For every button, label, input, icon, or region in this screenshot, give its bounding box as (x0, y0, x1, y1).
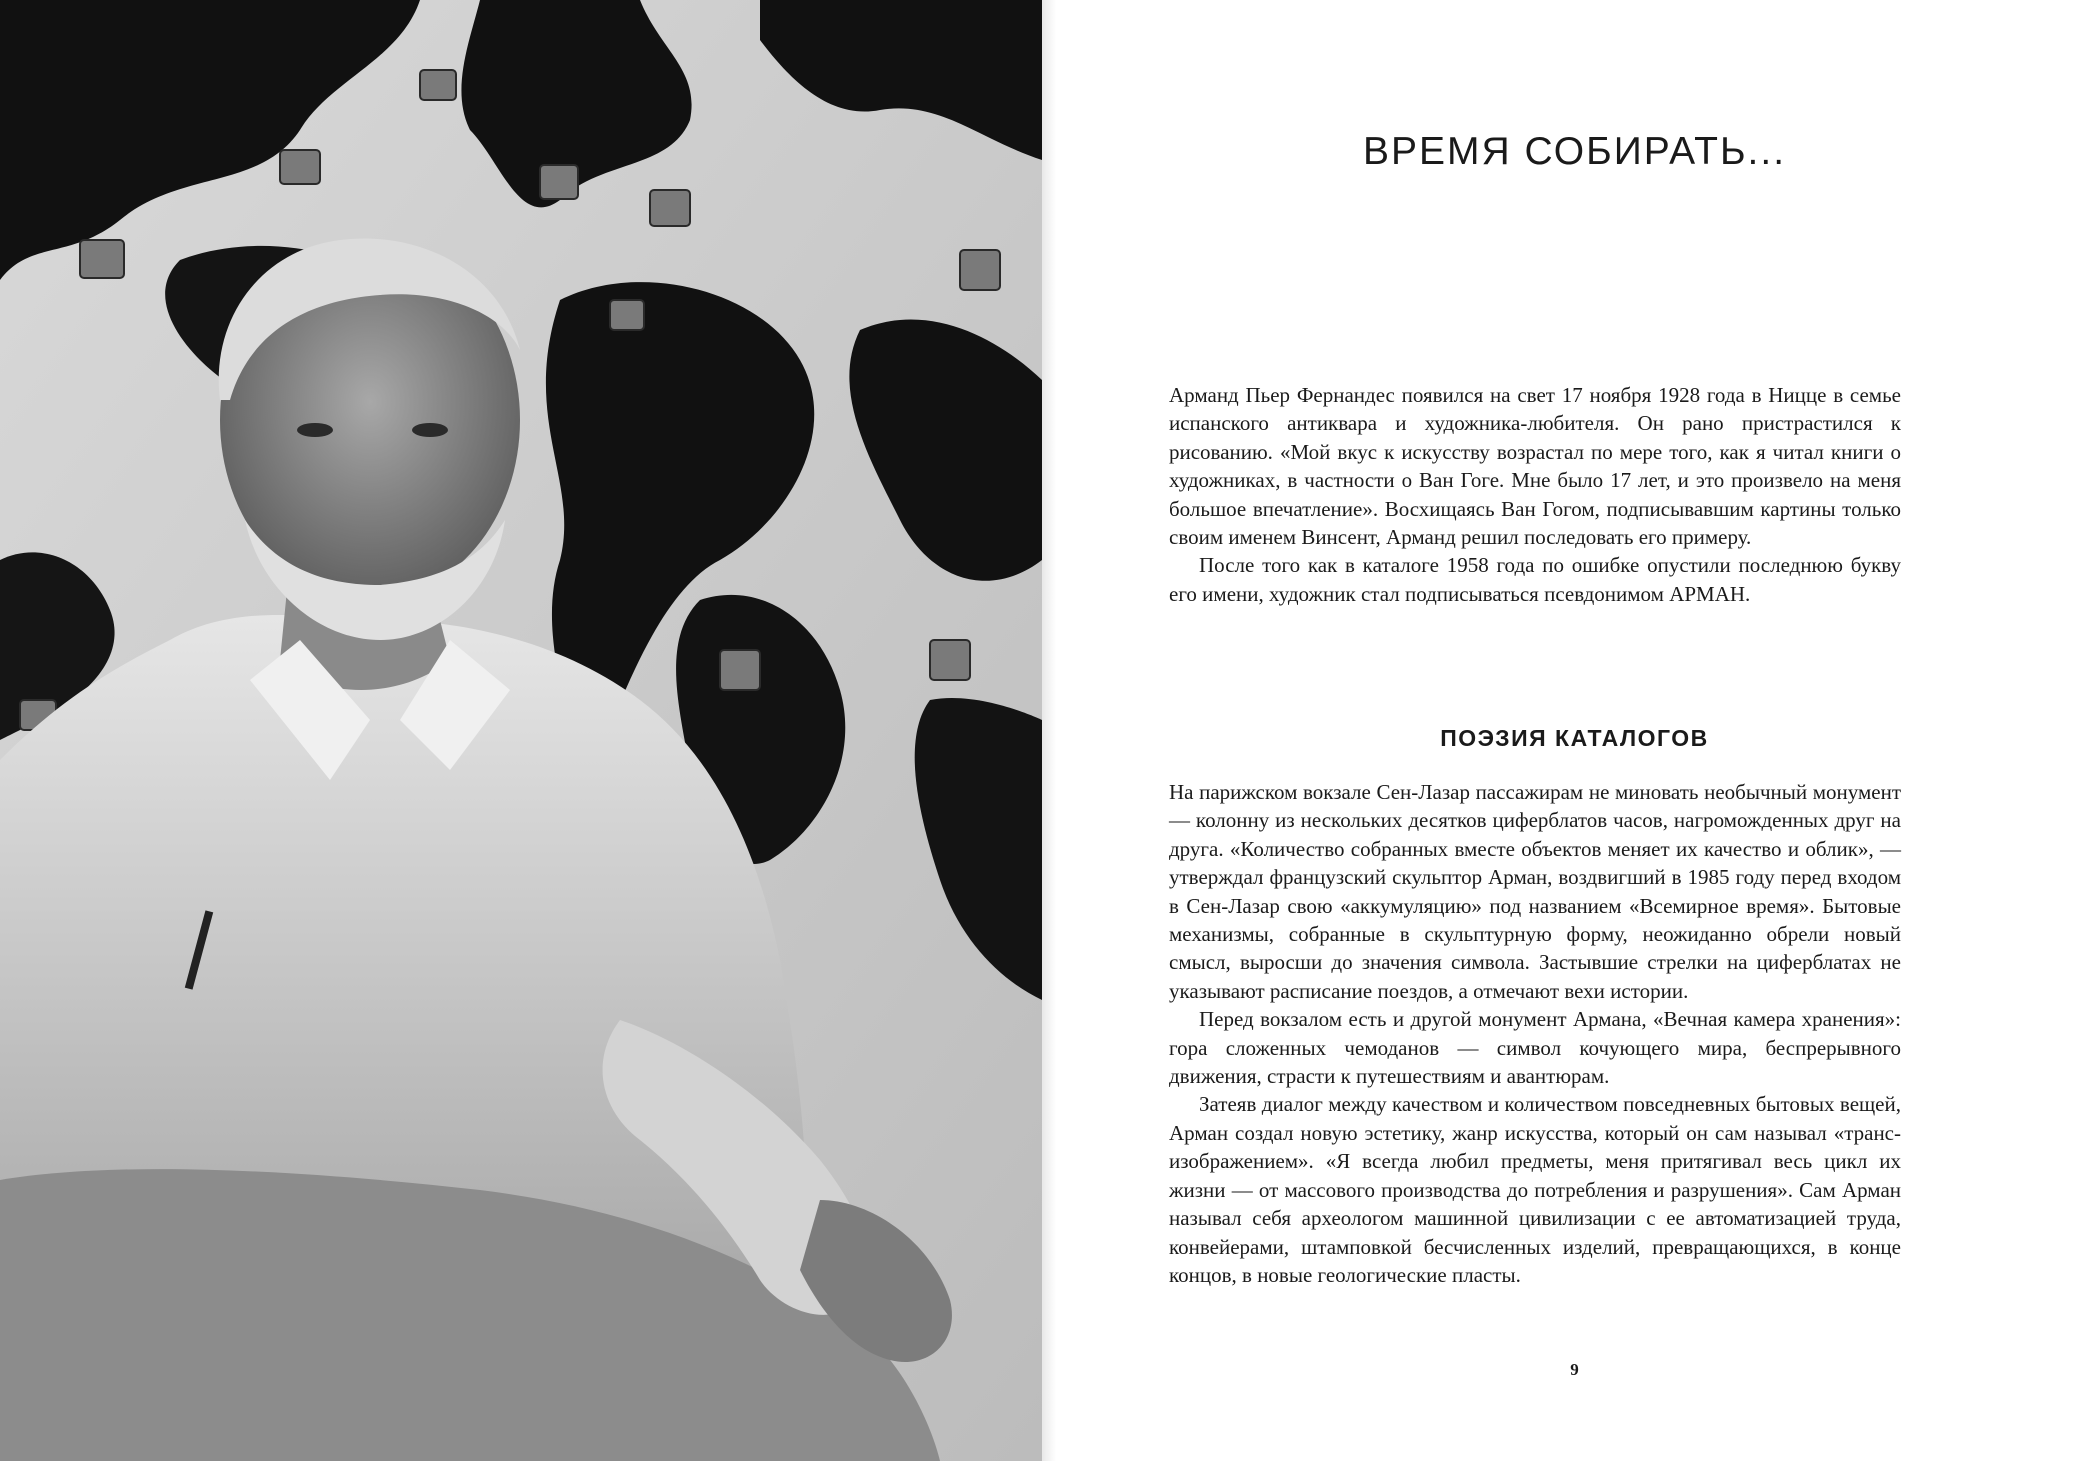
intro-text (1169, 381, 1901, 608)
section-paragraph: Перед вокзалом есть и другой монумент Армана, «Вечная камера хранения»: гора сложенных чемоданов — символ кочующего мира, беспрерывного движения, страсти к путешествиям и авантюрам. (1169, 1007, 1901, 1089)
intro-paragraph: Арманд Пьер Фернандес появился на свет 17 ноября 1928 года в Ницце в семье испанского антиквара и художника-любителя. Он рано пристрастился к рисованию. «Мой вкус к искусству возрастал по мере того, как я читал книги о художниках, в частности о Ван Гоге. Мне было 17 лет, и это произвело на меня большое впечатление». Восхищаясь Ван Гогом, подписывавшим картины только своим именем Винсент, Арманд решил последовать его примеру. (1169, 383, 1901, 550)
chapter-title: ВРЕМЯ СОБИРАТЬ... (1362, 130, 1787, 173)
portrait-photo-icon (0, 0, 1042, 1461)
section-text (1169, 778, 1901, 1289)
text-page (1056, 0, 2093, 1461)
portrait-photo (0, 0, 1042, 1461)
section-paragraph: На парижском вокзале Сен-Лазар пассажирам не миновать необычный монумент — колонну из нескольких десятков циферблатов часов, нагроможденных друг на друга. «Количество собранных вместе объектов меняет их качество и облик», — утверждал французский скульптор Арман, воздвигший в 1985 году перед входом в Сен-Лазар свою «аккумуляцию» под названием «Всемирное время». Бытовые механизмы, собранные в скульптурную форму, неожиданно обрели новый смысл, выросши до значения символа. Застывшие стрелки на циферблатах не указывают расписание поездов, а отмечают вехи истории. (1169, 780, 1901, 1003)
book-gutter (1042, 0, 1056, 1461)
section-paragraph: Затеяв диалог между качеством и количеством повседневных бытовых вещей, Арман создал новую эстетику, жанр искусства, который он сам называл «транс-изображением». «Я всегда любил предметы, меня притягивал весь цикл их жизни — от массового производства до потребления и разрушения». Сам Арман называл себя археологом машинной цивилизации с ее автоматизацией труда, конвейерами, штамповкой бесчисленных изделий, превращающихся, в конце концов, в новые геологические пласты. (1169, 1092, 1901, 1287)
section-heading: ПОЭЗИЯ КАТАЛОГОВ (1440, 725, 1709, 751)
intro-paragraph: После того как в каталоге 1958 года по ошибке опустили последнюю букву его имени, художник стал подписываться псевдонимом АРМАН. (1169, 553, 1901, 606)
page-number: 9 (1570, 1360, 1579, 1379)
